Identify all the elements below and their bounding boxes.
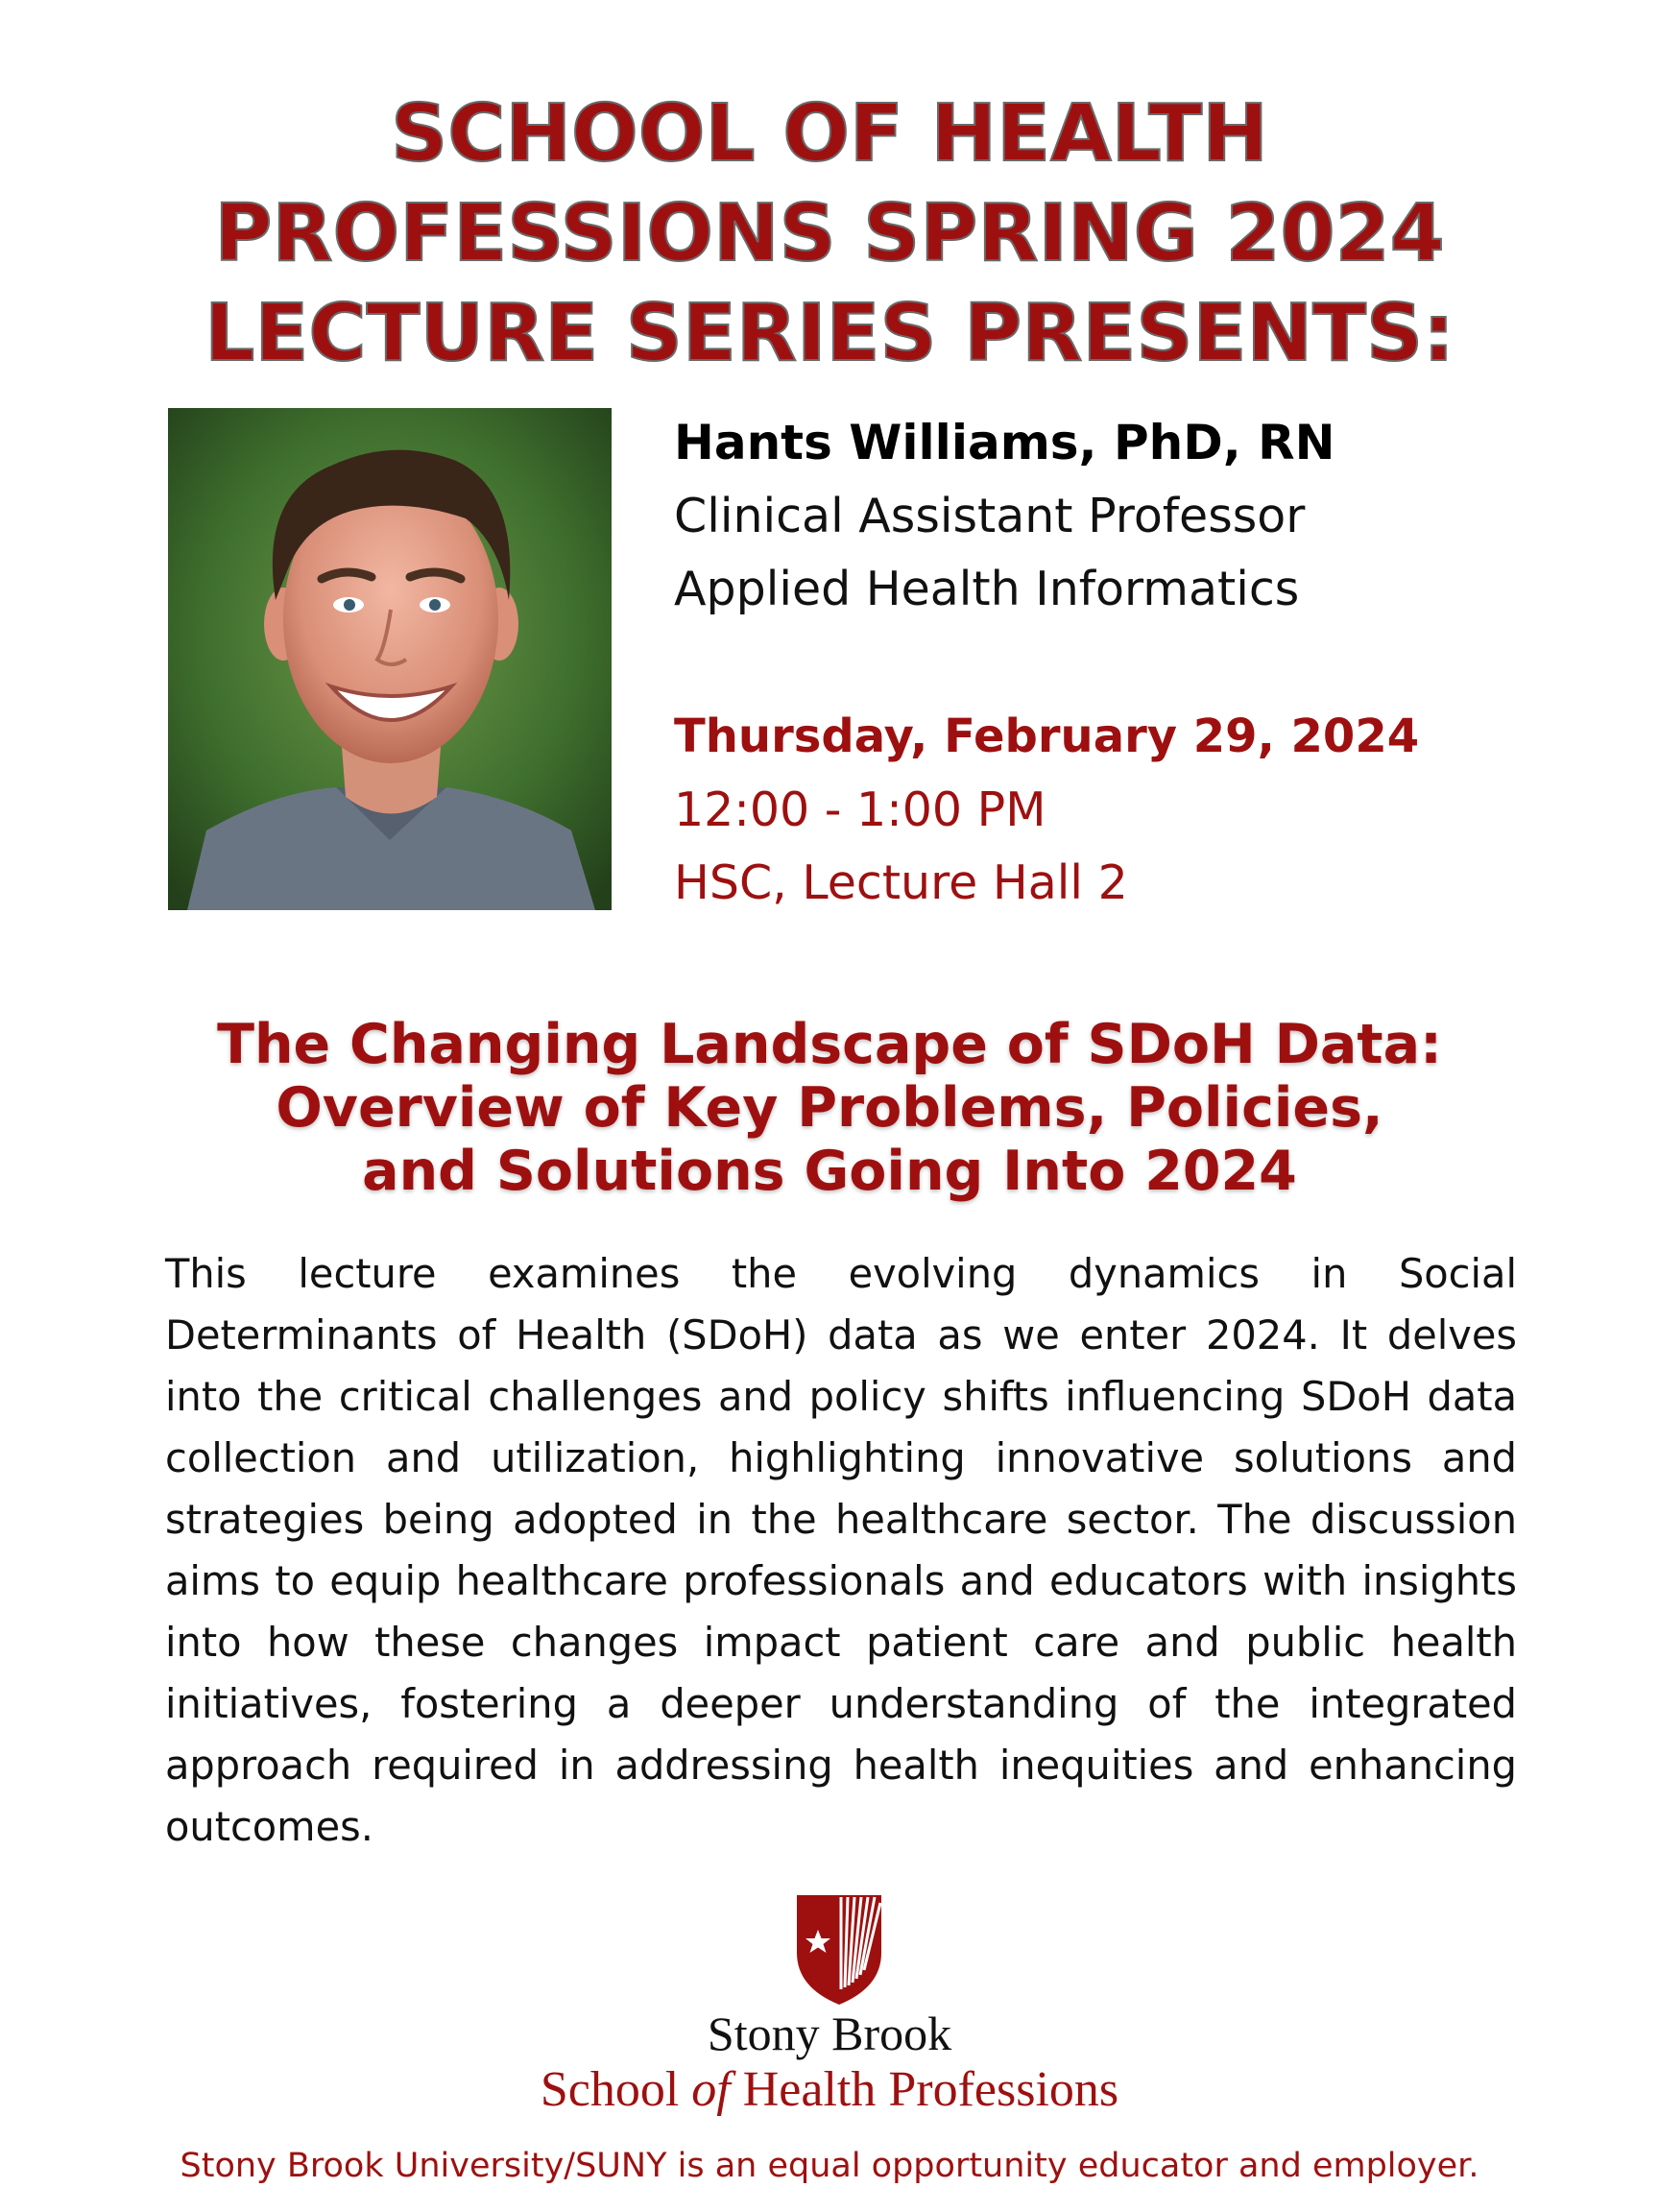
logo-school-suffix: Health Professions [730, 2062, 1119, 2117]
speaker-info [674, 405, 1538, 626]
header-title-line: LECTURE SERIES PRESENTS: [204, 288, 1455, 379]
talk-title [0, 1013, 1659, 1203]
event-info [674, 699, 1596, 920]
talk-title-line: and Solutions Going Into 2024 [362, 1140, 1297, 1203]
event-location: HSC, Lecture Hall 2 [674, 855, 1128, 910]
logo-school-name [0, 2060, 1659, 2120]
header-title [0, 84, 1659, 384]
header-title-line: PROFESSIONS SPRING 2024 [214, 188, 1445, 279]
speaker-name: Hants Williams, PhD, RN [674, 415, 1335, 470]
speaker-department: Applied Health Informatics [674, 562, 1300, 616]
speaker-photo [168, 408, 612, 910]
stony-brook-shield-icon [795, 1893, 883, 2007]
speaker-position: Clinical Assistant Professor [674, 489, 1306, 543]
event-date: Thursday, February 29, 2024 [674, 709, 1420, 763]
logo-university-name: Stony Brook [707, 2007, 952, 2060]
talk-abstract: This lecture examines the evolving dynamics in Social Determinants of Health (SDoH) data as we enter 2024. It delves into the critical challenges and policy shifts influencing SDoH data collection and utilization, highlighting innovative solutions and strategies being adopted in the healthcare sector. The discussion aims to equip healthcare professionals and educators with insights into how these changes impact patient care and public health initiatives, fostering a deeper understanding of the integrated approach required in addressing health inequities and enhancing outcomes. [165, 1250, 1517, 1850]
logo-school-prefix: School [540, 2062, 692, 2117]
event-time: 12:00 - 1:00 PM [674, 782, 1046, 837]
header-title-line: SCHOOL OF HEALTH [391, 88, 1268, 180]
talk-title-line: The Changing Landscape of SDoH Data: [217, 1013, 1442, 1076]
footer-disclaimer: Stony Brook University/SUNY is an equal opportunity educator and employer. [180, 2147, 1479, 2185]
logo-school-of: of [691, 2062, 731, 2117]
talk-title-line: Overview of Key Problems, Policies, [276, 1076, 1383, 1140]
